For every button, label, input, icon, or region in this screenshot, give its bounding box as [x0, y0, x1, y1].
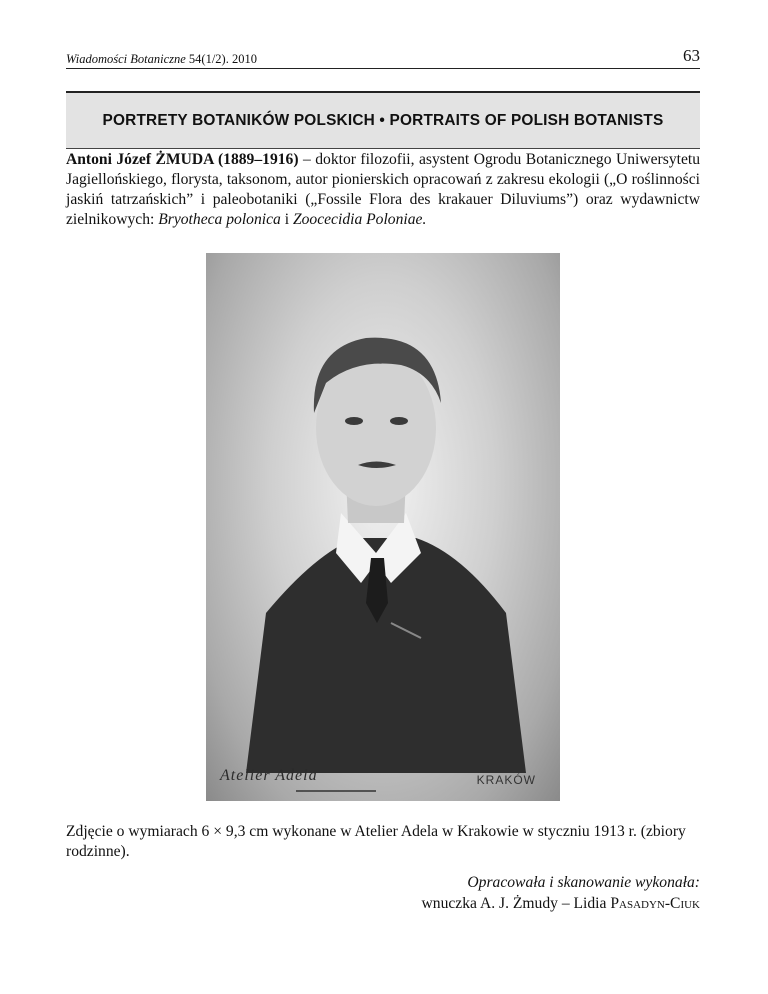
journal-citation: [66, 52, 257, 67]
portrait-illustration: [206, 253, 560, 801]
running-head: [66, 46, 700, 69]
credit-surname: Pasadyn-Ciuk: [610, 895, 700, 912]
biography-paragraph: [66, 150, 700, 230]
credit-line-2: [422, 893, 700, 914]
journal-title: Wiadomości Botaniczne: [66, 52, 186, 66]
bio-text-2: i: [280, 211, 293, 228]
bio-italic-2: Zoocecidia Poloniae.: [292, 211, 427, 228]
journal-volume: 54(1/2). 2010: [185, 52, 257, 66]
botanist-name: Antoni Józef ŻMUDA (1889–1916): [66, 151, 299, 168]
credit-prefix: wnuczka A. J. Żmudy – Lidia: [421, 895, 611, 912]
studio-city: KRAKÓW: [476, 773, 536, 787]
section-banner: [66, 91, 700, 149]
credit-line-1: Opracowała i skanowanie wykonała:: [467, 874, 700, 891]
studio-signature: Atelier Adela: [220, 767, 318, 784]
portrait-photo: [206, 253, 560, 801]
section-title: PORTRETY BOTANIKÓW POLSKICH • PORTRAITS OF POLISH BOTANISTS: [102, 111, 664, 129]
bio-italic-1: Bryotheca polonica: [158, 211, 281, 228]
photo-caption: Zdjęcie o wymiarach 6 × 9,3 cm wykonane w Atelier Adela w Krakowie w styczniu 1913 r. (zbiory rodzinne).: [66, 823, 686, 860]
bio-text-1: – doktor filozofii, asystent Ogrodu Botanicznego Uniwersytetu Jagiellońskiego, florysta, taksonom, autor pionierskich opracowań z zakresu ekologii („O roślinności jaskiń tatrzańskich” i paleobotaniki („Fossile Flora des krakauer Diluviums”) oraz wydawnictw zielnikowych:: [66, 151, 700, 228]
credit-block: [422, 872, 700, 914]
page-number: 63: [683, 46, 700, 65]
